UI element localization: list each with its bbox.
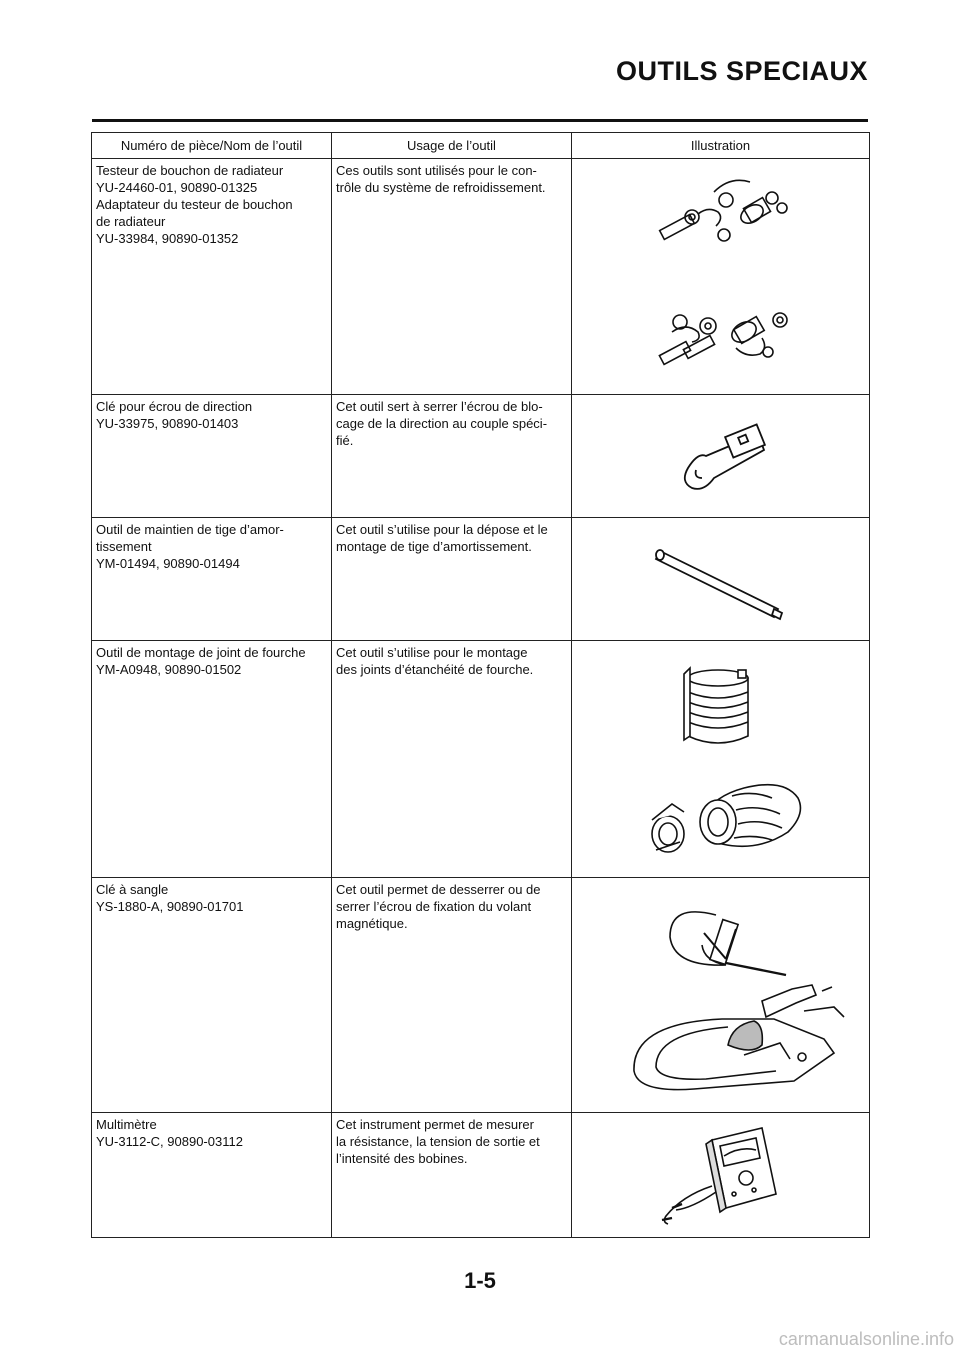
part-number-line: YU-33975, 90890-01403: [96, 416, 239, 431]
column-header-illustration: Illustration: [572, 133, 870, 159]
illustration-cell: [572, 395, 870, 518]
part-number-line: YM-01494, 90890-01494: [96, 556, 240, 571]
usage-cell: [332, 878, 572, 1113]
table-row: [92, 1113, 870, 1238]
illustration-cell: [572, 159, 870, 395]
usage-cell: [332, 518, 572, 641]
part-number-line: YU-33984, 90890-01352: [96, 231, 239, 246]
part-number-line: YM-A0948, 90890-01502: [96, 662, 242, 677]
illustration-cell: [572, 1113, 870, 1238]
part-name-line: Multimètre: [96, 1117, 157, 1132]
part-name-cell: [92, 641, 332, 878]
part-name-cell: [92, 878, 332, 1113]
table-row: [92, 395, 870, 518]
fork-seal-driver-icon: [576, 644, 872, 874]
part-name-cell: [92, 518, 332, 641]
usage-text: Cet outil s’utilise pour le montage des joints d’étanchéité de fourche.: [336, 645, 534, 677]
watermark: carmanualsonline.info: [778, 1329, 954, 1349]
part-name-line: Testeur de bouchon de radiateur: [96, 163, 284, 178]
part-name-line: Clé à sangle: [96, 882, 169, 897]
table-row: [92, 641, 870, 878]
page-title: OUTILS SPECIAUX: [615, 56, 868, 86]
special-tools-table: [91, 132, 870, 1238]
illustration-cell: [572, 878, 870, 1113]
part-name-cell: [92, 395, 332, 518]
table-header-row: [92, 133, 870, 159]
usage-text: Cet outil permet de desserrer ou de serrer l’écrou de fixation du volant magnétique.: [336, 882, 541, 931]
usage-text: Cet outil sert à serrer l’écrou de blo- cage de la direction au couple spéci- fié.: [336, 399, 548, 448]
part-number-line: YU-24460-01, 90890-01325: [96, 180, 258, 195]
part-name-line: Clé pour écrou de direction: [96, 399, 253, 414]
part-name-line: Outil de montage de joint de fourche: [96, 645, 306, 660]
radiator-cap-tester-icon: [576, 162, 872, 391]
part-name-cell: [92, 159, 332, 395]
usage-text: Cet outil s’utilise pour la dépose et le montage de tige d’amortissement.: [336, 522, 548, 554]
column-header-part-name: Numéro de pièce/Nom de l’outil: [92, 133, 332, 159]
part-name-line: Outil de maintien de tige d’amor-: [96, 522, 284, 537]
part-name-line: tissement: [96, 539, 152, 554]
table-row: [92, 159, 870, 395]
usage-cell: [332, 641, 572, 878]
illustration-cell: [572, 641, 870, 878]
usage-cell: [332, 159, 572, 395]
usage-cell: [332, 395, 572, 518]
table-row: [92, 518, 870, 641]
usage-text: Ces outils sont utilisés pour le con- trôle du système de refroidissement.: [336, 163, 546, 195]
part-name-cell: [92, 1113, 332, 1238]
illustration-cell: [572, 518, 870, 641]
usage-cell: [332, 1113, 572, 1238]
part-name-line: de radiateur: [96, 214, 166, 229]
steering-nut-wrench-icon: [576, 398, 872, 514]
title-rule: [92, 119, 868, 122]
strap-wrench-icon: [576, 881, 872, 1109]
part-number-line: YS-1880-A, 90890-01701: [96, 899, 244, 914]
damper-rod-holder-icon: [576, 521, 872, 637]
page-number: 1-5: [464, 1268, 496, 1293]
usage-text: Cet instrument permet de mesurer la résistance, la tension de sortie et l’intensité des bobines.: [336, 1117, 540, 1166]
part-name-line: Adaptateur du testeur de bouchon: [96, 197, 293, 212]
multimeter-icon: [576, 1116, 872, 1234]
table-row: [92, 878, 870, 1113]
part-number-line: YU-3112-C, 90890-03112: [96, 1134, 243, 1149]
column-header-usage: Usage de l’outil: [332, 133, 572, 159]
